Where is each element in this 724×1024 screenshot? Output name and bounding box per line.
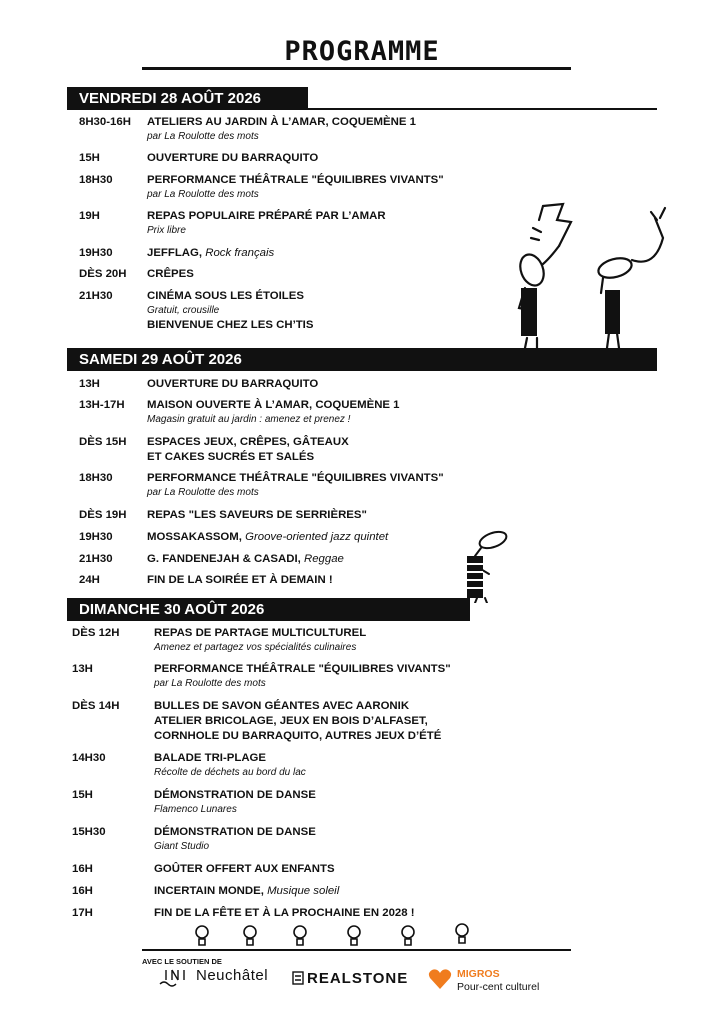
event-time: 18H30 bbox=[79, 472, 113, 484]
bulbs-decoration bbox=[190, 922, 490, 950]
event-time: DÈS 15H bbox=[79, 436, 127, 448]
event-title: DÉMONSTRATION DE DANSE bbox=[154, 789, 316, 801]
event-title: OUVERTURE DU BARRAQUITO bbox=[147, 378, 319, 390]
event-title-line3: CORNHOLE DU BARRAQUITO, AUTRES JEUX D’ÉTÉ bbox=[154, 730, 442, 742]
event-time: 13H-17H bbox=[79, 399, 125, 411]
event-title: REPAS DE PARTAGE MULTICULTUREL bbox=[154, 627, 367, 639]
title-rule bbox=[142, 67, 571, 70]
event-title: FIN DE LA SOIRÉE ET À DEMAIN ! bbox=[147, 574, 333, 586]
event-title: BULLES DE SAVON GÉANTES AVEC AARONIK bbox=[154, 700, 410, 712]
realstone-logo-icon bbox=[292, 971, 304, 985]
event-title: OUVERTURE DU BARRAQUITO bbox=[147, 152, 319, 164]
day-rule-friday bbox=[67, 108, 657, 110]
event-time: 19H bbox=[79, 210, 100, 222]
migros-subtitle: Pour-cent culturel bbox=[457, 981, 540, 993]
event-subtitle: Gratuit, crousille bbox=[147, 305, 220, 316]
event-title: PERFORMANCE THÉÂTRALE "ÉQUILIBRES VIVANTS" bbox=[147, 472, 444, 484]
event-title: ATELIERS AU JARDIN À L’AMAR, COQUEMÈNE 1 bbox=[147, 116, 416, 128]
event-time: 19H30 bbox=[79, 247, 113, 259]
event-time: 24H bbox=[79, 574, 100, 586]
event-genre: Musique soleil bbox=[263, 885, 340, 897]
event-title: ESPACES JEUX, CRÊPES, GÂTEAUX bbox=[147, 436, 349, 448]
event-title: PERFORMANCE THÉÂTRALE "ÉQUILIBRES VIVANTS" bbox=[154, 663, 451, 675]
event-title: REPAS "LES SAVEURS DE SERRIÈRES" bbox=[147, 509, 367, 521]
event-time: 8H30-16H bbox=[79, 116, 131, 128]
event-time: 14H30 bbox=[72, 752, 106, 764]
page-title: PROGRAMME bbox=[284, 36, 440, 67]
event-subtitle: Flamenco Lunares bbox=[154, 804, 237, 815]
event-title: MAISON OUVERTE À L’AMAR, COQUEMÈNE 1 bbox=[147, 399, 400, 411]
heart-icon bbox=[428, 968, 452, 990]
event-subtitle: par La Roulotte des mots bbox=[154, 678, 266, 689]
event-title-line2: ATELIER BRICOLAGE, JEUX EN BOIS D’ALFASET, bbox=[154, 715, 428, 727]
event-time: 18H30 bbox=[79, 174, 113, 186]
event-subtitle: Giant Studio bbox=[154, 841, 210, 852]
neuchatel-logo: Neuchâtel bbox=[196, 967, 269, 984]
event-subtitle: Récolte de déchets au bord du lac bbox=[154, 767, 306, 778]
event-time: DÈS 19H bbox=[79, 509, 127, 521]
event-time: 13H bbox=[79, 378, 100, 390]
day-heading-friday: VENDREDI 28 AOÛT 2026 bbox=[67, 87, 308, 110]
event-genre: Rock français bbox=[202, 247, 275, 259]
day-heading-sunday: DIMANCHE 30 AOÛT 2026 bbox=[67, 598, 470, 621]
event-genre: Groove-oriented jazz quintet bbox=[241, 531, 389, 543]
event-title: G. FANDENEJAH & CASADI, bbox=[147, 553, 301, 565]
event-time: 15H bbox=[79, 152, 100, 164]
event-film-title: BIENVENUE CHEZ LES CH’TIS bbox=[147, 319, 314, 331]
event-time: DÈS 14H bbox=[72, 700, 120, 712]
event-title: FIN DE LA FÊTE ET À LA PROCHAINE EN 2028 ! bbox=[154, 907, 415, 919]
event-genre: Reggae bbox=[300, 553, 344, 565]
event-title: DÉMONSTRATION DE DANSE bbox=[154, 826, 316, 838]
two-figures-illustration bbox=[505, 198, 680, 348]
event-title: JEFFLAG, bbox=[147, 247, 203, 259]
event-title: CRÊPES bbox=[147, 268, 194, 280]
figure-illustration bbox=[455, 528, 515, 603]
event-subtitle: par La Roulotte des mots bbox=[147, 131, 259, 142]
event-title: REPAS POPULAIRE PRÉPARÉ PAR L’AMAR bbox=[147, 210, 386, 222]
event-time: 17H bbox=[72, 907, 93, 919]
event-time: 21H30 bbox=[79, 290, 113, 302]
neuchatel-logo-icon bbox=[158, 966, 194, 988]
event-time: 16H bbox=[72, 863, 93, 875]
event-subtitle: par La Roulotte des mots bbox=[147, 189, 259, 200]
event-subtitle: Prix libre bbox=[147, 225, 186, 236]
event-time: 21H30 bbox=[79, 553, 113, 565]
realstone-logo: REALSTONE bbox=[307, 970, 409, 987]
day-heading-saturday: SAMEDI 29 AOÛT 2026 bbox=[79, 351, 242, 368]
event-title: CINÉMA SOUS LES ÉTOILES bbox=[147, 290, 304, 302]
event-title: GOÛTER OFFERT AUX ENFANTS bbox=[154, 863, 335, 875]
event-title: PERFORMANCE THÉÂTRALE "ÉQUILIBRES VIVANTS" bbox=[147, 174, 444, 186]
footer-rule bbox=[142, 949, 571, 951]
event-title: INCERTAIN MONDE, bbox=[154, 885, 264, 897]
migros-logo: MIGROS bbox=[457, 968, 500, 980]
event-title: MOSSAKASSOM, bbox=[147, 531, 242, 543]
support-label: AVEC LE SOUTIEN DE bbox=[142, 957, 222, 966]
event-subtitle: par La Roulotte des mots bbox=[147, 487, 259, 498]
event-time: 15H30 bbox=[72, 826, 106, 838]
event-title-line2: ET CAKES SUCRÉS ET SALÉS bbox=[147, 451, 315, 463]
event-time: 16H bbox=[72, 885, 93, 897]
event-title: BALADE TRI-PLAGE bbox=[154, 752, 267, 764]
event-subtitle: Magasin gratuit au jardin : amenez et prenez ! bbox=[147, 414, 351, 425]
event-time: 13H bbox=[72, 663, 93, 675]
event-time: 19H30 bbox=[79, 531, 113, 543]
event-time: 15H bbox=[72, 789, 93, 801]
event-time: DÈS 12H bbox=[72, 627, 120, 639]
event-time: DÈS 20H bbox=[79, 268, 127, 280]
event-subtitle: Amenez et partagez vos spécialités culinaires bbox=[154, 642, 357, 653]
